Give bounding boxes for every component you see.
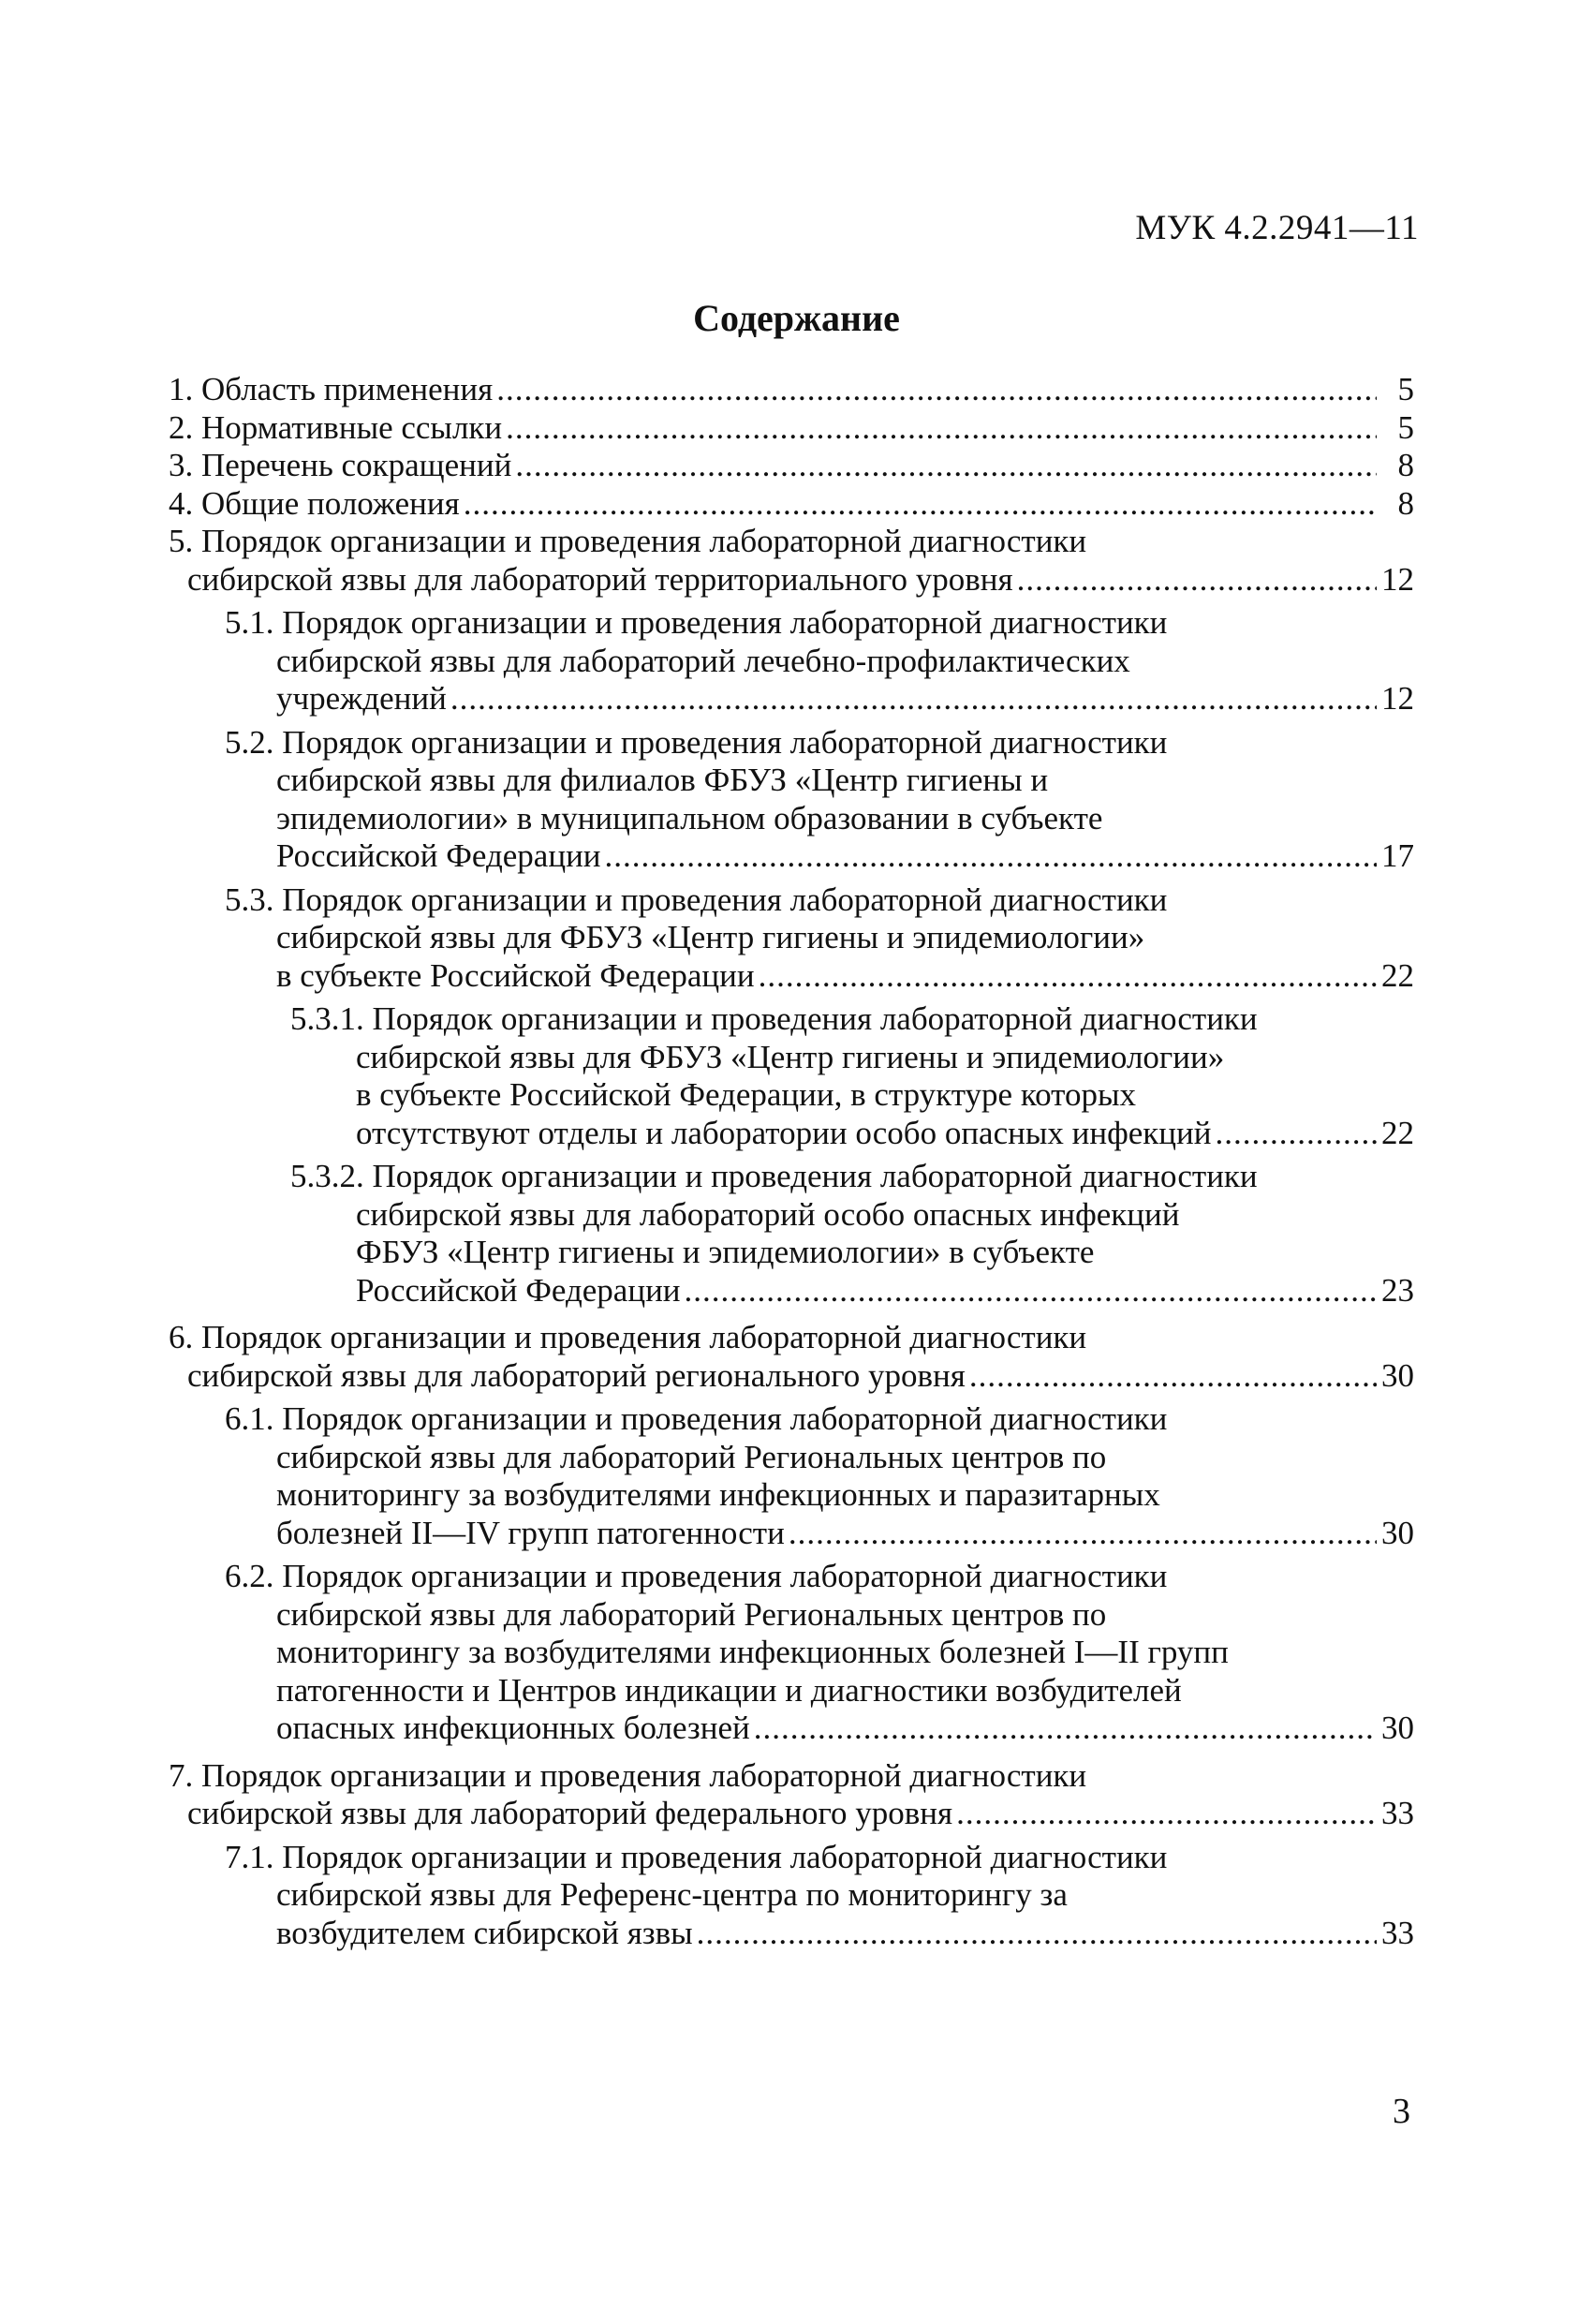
- toc-entry-text: патогенности и Центров индикации и диагностики возбудителей: [276, 1671, 1182, 1709]
- dot-leader: [1216, 1115, 1378, 1153]
- dot-leader: [464, 485, 1377, 524]
- page-number: 3: [1393, 2092, 1410, 2131]
- toc-entry-text: Российской Федерации: [276, 837, 601, 874]
- toc-entry-page: 30: [1381, 1514, 1414, 1551]
- toc-entry-line: [290, 1158, 1414, 1196]
- toc-entry: [169, 881, 1414, 996]
- toc-entry-line: [290, 1115, 1414, 1153]
- toc-entry-text: сибирской язвы для Референс-центра по мониторингу за: [276, 1876, 1068, 1913]
- dot-leader: [759, 957, 1377, 996]
- toc-entry-line: [225, 1476, 1414, 1515]
- toc-entry-line: [290, 1039, 1414, 1077]
- toc-entry-line: [290, 1234, 1414, 1272]
- toc-entry-number: 5.3.2.: [290, 1158, 364, 1194]
- toc-entry-line: [225, 1596, 1414, 1635]
- toc-entry: [169, 1757, 1414, 1833]
- dot-leader: [697, 1915, 1377, 1953]
- toc-entry-page: 5: [1397, 408, 1414, 446]
- toc-entry-line: [169, 485, 1414, 524]
- toc-entry-page: 33: [1381, 1914, 1414, 1951]
- toc-entry-number: 7.1.: [225, 1838, 274, 1875]
- toc-entry-text: Порядок организации и проведения лабораторной диагностики: [282, 881, 1168, 918]
- toc-entry-line: [169, 1757, 1414, 1796]
- toc-entry-text: сибирской язвы для лабораторий Региональных центров по: [276, 1438, 1107, 1475]
- toc-entry-line: [225, 1710, 1414, 1748]
- toc-entry-line: [225, 762, 1414, 800]
- toc-entry-page: 22: [1381, 956, 1414, 994]
- document-code: МУК 4.2.2941—11: [1135, 209, 1419, 247]
- toc-entry-text: Область применения: [201, 371, 494, 407]
- toc-entry-line: [225, 1558, 1414, 1596]
- toc-entry-line: [290, 1000, 1414, 1039]
- dot-leader: [969, 1357, 1377, 1396]
- toc-entry-text: в субъекте Российской Федерации, в структуре которых: [356, 1076, 1136, 1113]
- toc-entry-page: 33: [1381, 1795, 1414, 1831]
- dot-leader: [754, 1710, 1377, 1748]
- toc-entry-line: [169, 371, 1414, 409]
- dot-leader: [789, 1515, 1377, 1553]
- toc-entry-text: сибирской язвы для лабораторий территориального уровня: [187, 560, 1013, 598]
- toc-entry-page: 12: [1381, 560, 1414, 598]
- toc-entry-text: Порядок организации и проведения лабораторной диагностики: [201, 1319, 1087, 1355]
- toc-entry-text: мониторингу за возбудителями инфекционных и паразитарных: [276, 1476, 1160, 1513]
- toc-entry: [169, 724, 1414, 876]
- dot-leader: [450, 680, 1377, 718]
- toc-entry-number: 7.: [169, 1756, 194, 1794]
- dot-leader: [506, 409, 1377, 448]
- toc-entry-text: в субъекте Российской Федерации: [276, 956, 755, 994]
- toc-entry-page: 12: [1381, 680, 1414, 717]
- toc-entry-line: [290, 1196, 1414, 1235]
- dot-leader: [496, 371, 1377, 409]
- dot-leader: [605, 837, 1377, 876]
- toc-entry-text: Российской Федерации: [356, 1271, 681, 1309]
- toc-entry-page: 8: [1397, 484, 1414, 522]
- toc-entry-line: [225, 800, 1414, 838]
- toc-entry-number: 3.: [169, 447, 194, 483]
- toc-entry-line: [169, 1319, 1414, 1357]
- dot-leader: [1017, 561, 1377, 600]
- toc-entry: [169, 485, 1414, 524]
- toc-entry-page: 8: [1397, 447, 1414, 483]
- toc-entry-line: [225, 1515, 1414, 1553]
- toc-entry-text: сибирской язвы для ФБУЗ «Центр гигиены и эпидемиологии»: [356, 1038, 1225, 1075]
- toc-entry-text: Порядок организации и проведения лабораторной диагностики: [282, 604, 1168, 641]
- toc-entry-line: [290, 1076, 1414, 1115]
- toc-title: Содержание: [693, 297, 900, 339]
- toc-entry-text: ФБУЗ «Центр гигиены и эпидемиологии» в субъекте: [356, 1234, 1095, 1270]
- toc-entry-text: болезней II—IV групп патогенности: [276, 1514, 785, 1551]
- toc-entry-page: 23: [1381, 1271, 1414, 1309]
- toc-entry-text: Порядок организации и проведения лабораторной диагностики: [282, 1400, 1168, 1437]
- toc-entry: [169, 409, 1414, 448]
- toc-entry-line: [290, 1272, 1414, 1310]
- toc-entry-text: Перечень сокращений: [201, 447, 512, 483]
- toc-entry-line: [225, 1915, 1414, 1953]
- toc-entry-line: [169, 1795, 1414, 1833]
- toc-entry-text: Порядок организации и проведения лабораторной диагностики: [372, 1000, 1258, 1037]
- toc-entry-text: Порядок организации и проведения лабораторной диагностики: [201, 523, 1087, 559]
- toc-entry-page: 5: [1397, 371, 1414, 407]
- toc-entry-number: 5.2.: [225, 723, 274, 761]
- dot-leader: [956, 1795, 1377, 1833]
- toc-entry-text: Нормативные ссылки: [201, 408, 503, 446]
- dot-leader: [515, 447, 1377, 485]
- toc-entry-line: [225, 1672, 1414, 1710]
- toc-entry-line: [225, 1439, 1414, 1477]
- toc-entry-page: 17: [1381, 837, 1414, 874]
- toc-entry: [169, 1400, 1414, 1552]
- toc-entry-text: Порядок организации и проведения лабораторной диагностики: [282, 723, 1168, 761]
- toc-entry: [169, 371, 1414, 409]
- toc-entry-text: эпидемиологии» в муниципальном образовании в субъекте: [276, 799, 1103, 836]
- toc-entry-number: 2.: [169, 408, 194, 446]
- table-of-contents: [169, 371, 1414, 1952]
- toc-entry-line: [225, 1400, 1414, 1439]
- toc-entry-line: [225, 1839, 1414, 1877]
- toc-entry: [169, 523, 1414, 599]
- toc-entry-text: Общие положения: [201, 484, 460, 522]
- toc-entry-text: Порядок организации и проведения лабораторной диагностики: [372, 1158, 1258, 1194]
- toc-entry-text: мониторингу за возбудителями инфекционных болезней I—II групп: [276, 1634, 1229, 1670]
- toc-entry-line: [225, 881, 1414, 920]
- toc-entry-number: 6.1.: [225, 1400, 274, 1437]
- toc-entry-number: 1.: [169, 371, 194, 407]
- toc-entry-number: 5.: [169, 523, 194, 559]
- toc-entry-line: [169, 561, 1414, 600]
- toc-entry-line: [225, 919, 1414, 957]
- toc-entry: [169, 447, 1414, 485]
- toc-entry-line: [225, 957, 1414, 996]
- toc-entry-text: сибирской язвы для лабораторий регионального уровня: [187, 1356, 966, 1394]
- toc-entry-text: сибирской язвы для лабораторий особо опасных инфекций: [356, 1195, 1180, 1233]
- toc-entry-text: сибирской язвы для филиалов ФБУЗ «Центр гигиены и: [276, 762, 1049, 798]
- toc-entry: [169, 1000, 1414, 1152]
- toc-entry-text: учреждений: [276, 680, 447, 717]
- toc-entry-line: [225, 724, 1414, 762]
- toc-entry-number: 6.2.: [225, 1558, 274, 1594]
- toc-entry-text: сибирской язвы для ФБУЗ «Центр гигиены и эпидемиологии»: [276, 919, 1145, 955]
- toc-entry: [169, 1839, 1414, 1953]
- toc-entry-page: 22: [1381, 1114, 1414, 1151]
- toc-entry-line: [225, 604, 1414, 643]
- toc-entry-number: 5.1.: [225, 604, 274, 641]
- toc-entry-text: Порядок организации и проведения лабораторной диагностики: [282, 1838, 1168, 1875]
- toc-entry-line: [225, 643, 1414, 681]
- toc-entry-number: 5.3.: [225, 881, 274, 918]
- toc-entry-text: возбудителем сибирской язвы: [276, 1914, 693, 1951]
- toc-entry-line: [169, 409, 1414, 448]
- toc-entry: [169, 1319, 1414, 1395]
- toc-entry-line: [169, 523, 1414, 561]
- toc-entry: [169, 1158, 1414, 1310]
- toc-entry-number: 4.: [169, 484, 194, 522]
- toc-entry: [169, 604, 1414, 718]
- toc-entry-text: сибирской язвы для лабораторий лечебно-профилактических: [276, 642, 1130, 679]
- toc-entry-text: Порядок организации и проведения лабораторной диагностики: [201, 1756, 1087, 1794]
- dot-leader: [685, 1272, 1377, 1310]
- toc-entry-line: [225, 1876, 1414, 1915]
- toc-entry-page: 30: [1381, 1710, 1414, 1746]
- toc-entry-text: опасных инфекционных болезней: [276, 1710, 750, 1746]
- toc-entry-text: сибирской язвы для лабораторий федерального уровня: [187, 1795, 953, 1831]
- toc-entry-text: сибирской язвы для лабораторий Региональных центров по: [276, 1595, 1107, 1633]
- toc-entry-number: 6.: [169, 1319, 194, 1355]
- toc-entry: [169, 1558, 1414, 1748]
- toc-entry-line: [225, 1634, 1414, 1672]
- toc-entry-number: 5.3.1.: [290, 1000, 364, 1037]
- toc-entry-text: Порядок организации и проведения лабораторной диагностики: [282, 1558, 1168, 1594]
- toc-entry-text: отсутствуют отделы и лаборатории особо опасных инфекций: [356, 1114, 1212, 1151]
- toc-entry-line: [225, 837, 1414, 876]
- toc-entry-line: [169, 447, 1414, 485]
- toc-entry-line: [169, 1357, 1414, 1396]
- toc-entry-line: [225, 680, 1414, 718]
- toc-entry-page: 30: [1381, 1356, 1414, 1394]
